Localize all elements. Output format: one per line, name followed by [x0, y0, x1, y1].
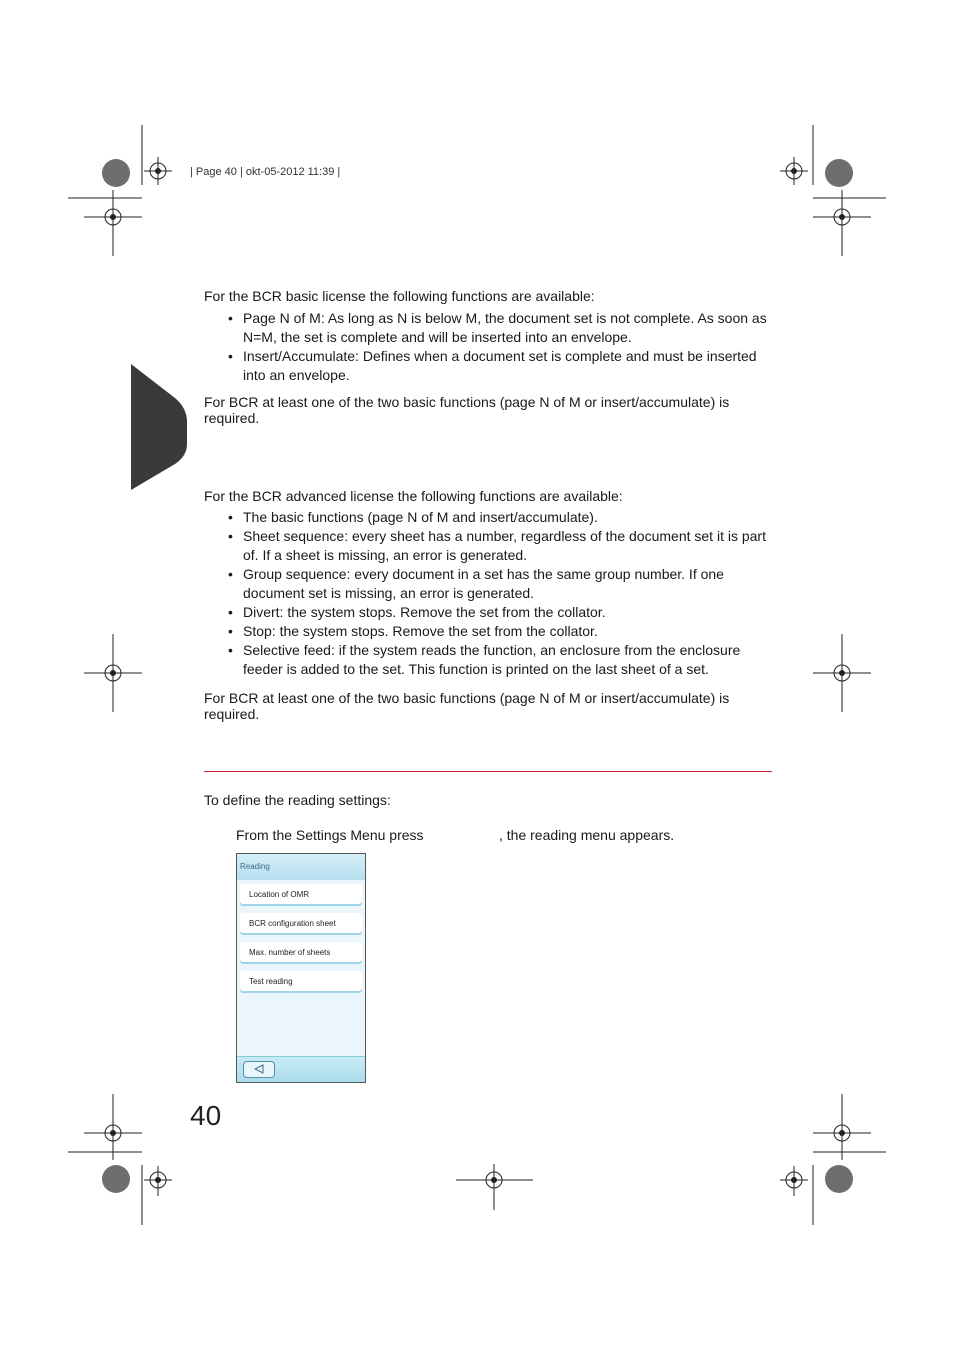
basic-note: For BCR at least one of the two basic functions (page N of M or insert/accumulate) is required. [204, 394, 730, 426]
list-item: • Group sequence: every document in a set has the same group number. If one document set is missing, an error is generated. [228, 565, 774, 603]
menu-item-label: Test reading [249, 977, 293, 986]
reading-intro: To define the reading settings: [204, 792, 391, 808]
list-item: • Sheet sequence: every sheet has a number, regardless of the document set it is part of. If a sheet is missing, an error is generated. [228, 527, 774, 565]
list-item: • The basic functions (page N of M and insert/accumulate). [228, 508, 774, 527]
menu-item-label: Location of OMR [249, 890, 310, 899]
basic-list [228, 309, 774, 385]
advanced-intro: For the BCR advanced license the following functions are available: [204, 488, 623, 504]
list-item: • Divert: the system stops. Remove the set from the collator. [228, 603, 774, 622]
advanced-note: For BCR at least one of the two basic functions (page N of M or insert/accumulate) is required. [204, 690, 730, 722]
list-item: • Page N of M: As long as N is below M, the document set is not complete. As soon as N=M, the set is complete and will be inserted into an envelope. [228, 309, 774, 347]
screen-title-bar [237, 854, 365, 880]
menu-item-label: Max. number of sheets [249, 948, 331, 957]
list-item: • Selective feed: if the system reads the function, an enclosure from the enclosure feeder is added to the set. This function is printed on the last sheet of a set. [228, 641, 774, 679]
basic-intro: For the BCR basic license the following functions are available: [204, 288, 595, 304]
step-text-before: From the Settings Menu press [236, 827, 424, 843]
menu-item-label: BCR configuration sheet [249, 919, 336, 928]
screen-bottom-bar [237, 1056, 365, 1083]
menu-item-test-reading[interactable] [240, 971, 362, 991]
menu-item-location-of-omr[interactable] [240, 884, 362, 904]
advanced-list [228, 508, 774, 679]
back-arrow-icon [253, 1064, 265, 1074]
reading-menu-screen [236, 853, 366, 1083]
chapter-tab [131, 364, 187, 490]
menu-item-bcr-configuration-sheet[interactable] [240, 913, 362, 933]
list-item: • Stop: the system stops. Remove the set from the collator. [228, 622, 774, 641]
print-header: | Page 40 | okt-05-2012 11:39 | [190, 166, 341, 178]
list-item: • Insert/Accumulate: Defines when a document set is complete and must be inserted into an envelope. [228, 347, 774, 385]
back-button[interactable] [243, 1061, 275, 1078]
menu-item-max-number-of-sheets[interactable] [240, 942, 362, 962]
step-text-after: , the reading menu appears. [499, 827, 675, 843]
page-number: 40 [190, 1100, 222, 1131]
section-rule [204, 771, 772, 772]
screen-title: Reading [240, 862, 270, 871]
